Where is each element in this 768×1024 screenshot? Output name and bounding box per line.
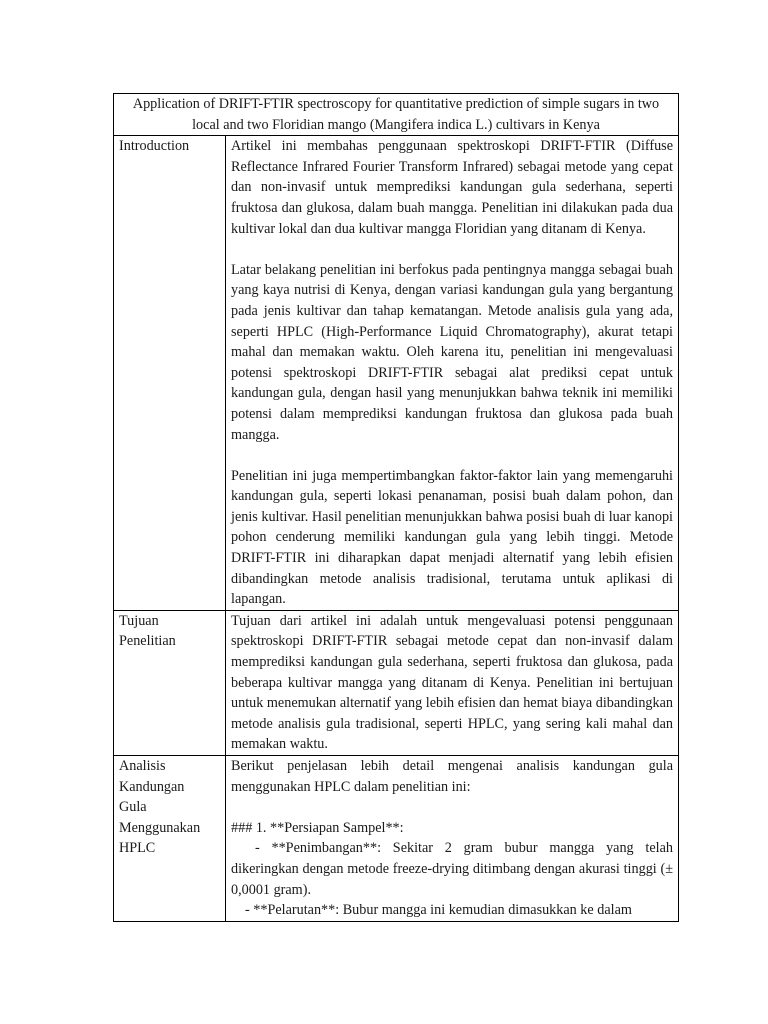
document-table	[113, 93, 679, 922]
label-line: Kandungan	[119, 778, 185, 795]
label-line: Analisis	[119, 758, 166, 774]
label-line: Penelitian	[119, 633, 176, 650]
document-title: Application of DRIFT-FTIR spectroscopy for quantitative prediction of simple sugars in two local and two Floridian mango (Mangifera indica L.) cultivars in Kenya	[114, 94, 679, 136]
label-line: Tujuan	[119, 612, 159, 629]
analisis-bullet-pelarutan: - **Pelarutan**: Bubur mangga ini kemudian dimasukkan ke dalam	[245, 902, 632, 919]
title-row	[114, 94, 679, 136]
tujuan-paragraph: Tujuan dari artikel ini adalah untuk mengevaluasi potensi penggunaan spektroskopi DRIFT-FTIR sebagai metode cepat dan non-invasif dalam memprediksi kandungan gula sederhana, seperti fruktosa dan glukosa, pada beberapa kultivar mangga yang ditanam di Kenya. Penelitian ini bertujuan untuk menemukan alternatif yang lebih efisien dan hemat biaya dibandingkan metode analisis gula tradisional, seperti HPLC, yang sering kali mahal dan memakan waktu.	[231, 612, 673, 753]
row-label-analisis-hplc	[114, 756, 226, 922]
label-line: Menggunakan	[119, 819, 201, 836]
table-row-tujuan-penelitian	[114, 610, 679, 755]
analisis-intro: Berikut penjelasan lebih detail mengenai analisis kandungan gula menggunakan HPLC dalam penelitian ini:	[231, 758, 673, 795]
analisis-bullet-penimbangan: - **Penimbangan**: Sekitar 2 gram bubur mangga yang telah dikeringkan dengan metode freeze-drying ditimbang dengan akurasi tinggi (± 0,0001 gram).	[231, 840, 673, 898]
label-line: HPLC	[119, 840, 156, 857]
row-content-analisis-hplc	[226, 756, 679, 922]
table-row-analisis-hplc	[114, 756, 679, 922]
introduction-paragraph-1: Artikel ini membahas penggunaan spektroskopi DRIFT-FTIR (Diffuse Reflectance Infrared Fourier Transform Infrared) sebagai metode yang cepat dan non-invasif untuk memprediksi kandungan gula sederhana, seperti fruktosa dan glukosa, dalam buah mangga. Penelitian ini dilakukan pada dua kultivar lokal dan dua kultivar mangga Floridian yang ditanam di Kenya.	[231, 138, 673, 237]
row-label-tujuan-penelitian	[114, 610, 226, 755]
label-line: Gula	[119, 799, 147, 816]
row-label-introduction: Introduction	[114, 136, 226, 611]
analisis-heading: ### 1. **Persiapan Sampel**:	[231, 819, 404, 836]
introduction-paragraph-3: Penelitian ini juga mempertimbangkan faktor-faktor lain yang memengaruhi kandungan gula, seperti lokasi penanaman, posisi buah dalam pohon, dan jenis kultivar. Hasil penelitian menunjukkan bahwa posisi buah di luar kanopi pohon cenderung memiliki kandungan gula yang lebih tinggi. Metode DRIFT-FTIR ini diharapkan dapat menjadi alternatif yang lebih efisien dibandingkan metode analisis tradisional, terutama untuk aplikasi di lapangan.	[231, 467, 673, 608]
introduction-paragraph-2: Latar belakang penelitian ini berfokus pada pentingnya mangga sebagai buah yang kaya nutrisi di Kenya, dengan variasi kandungan gula yang bergantung pada jenis kultivar dan tahap kematangan. Metode analisis gula yang ada, seperti HPLC (High-Performance Liquid Chromatography), akurat tetapi mahal dan memakan waktu. Oleh karena itu, penelitian ini mengevaluasi potensi spektroskopi DRIFT-FTIR sebagai alat prediksi cepat untuk kandungan gula, dengan hasil yang menunjukkan bahwa teknik ini memiliki potensi dalam memprediksi kandungan fruktosa dan glukosa pada buah mangga.	[231, 261, 673, 443]
row-content-introduction	[226, 136, 679, 611]
row-content-tujuan-penelitian	[226, 610, 679, 755]
table-row-introduction	[114, 136, 679, 611]
